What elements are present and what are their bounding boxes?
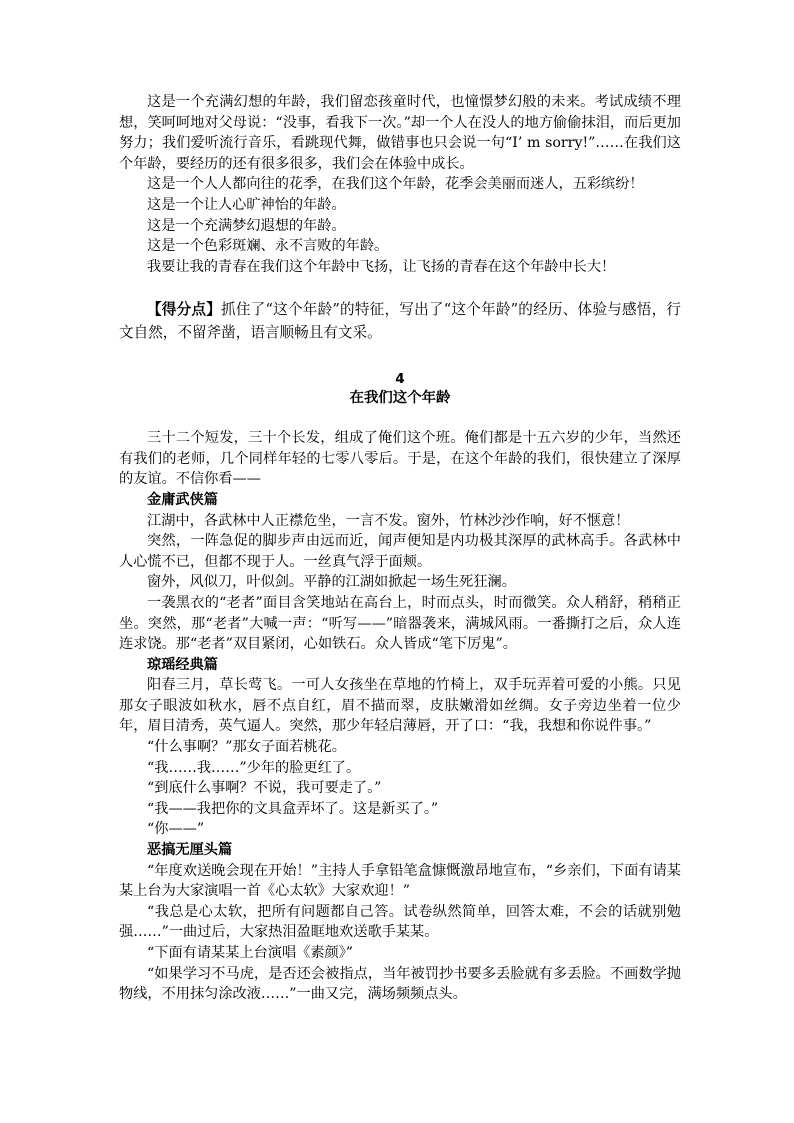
paragraph: “我……我……”少年的脸更红了。 (147, 759, 361, 776)
paragraph: “年度欢送晚会现在开始！”主持人手拿铅笔盒慷慨激昂地宣布，“乡亲们，下面有请某某上台为大家演唱一首《心太软》大家欢迎！” (119, 862, 681, 900)
paragraph: 阳春三月，草长莺飞。一可人女孩坐在草地的竹椅上，双手玩弄着可爱的小熊。只见那女子眼波如秋水，唇不点自红，眉不描而翠，皮肤嫩滑如丝绸。女子旁边坐着一位少年，眉目清秀，英气逼人。突然，那少年轻启薄唇，开了口：“我，我想和你说件事。” (119, 677, 681, 735)
section-heading: 金庸武侠篇 (147, 491, 218, 508)
paragraph: “我总是心太软，把所有问题都自己答。试卷纵然简单，回答太难，不会的话就别勉强……”一曲过后，大家热泪盈眶地欢送歌手某某。 (119, 903, 681, 941)
paragraph: 窗外，风似刀，叶似剑。平静的江湖如掀起一场生死狂澜。 (147, 574, 516, 591)
paragraph: “什么事啊？”那女子面若桃花。 (147, 739, 346, 756)
document-page (119, 92, 681, 1005)
section-heading: 琼瑶经典篇 (147, 656, 218, 673)
scoring-text: 抓住了“这个年龄”的特征，写出了“这个年龄”的经历、体验与感悟，行文自然，不留斧凿，语言顺畅且有文采。 (119, 301, 681, 341)
paragraph: 这是一个人人都向往的花季，在我们这个年龄，花季会美丽而迷人，五彩缤纷！ (147, 176, 644, 193)
essay-title: 在我们这个年龄 (349, 390, 451, 407)
paragraph: 一袭黑衣的“老者”面目含笑地站在高台上，时而点头，时而微笑。众人稍舒，稍稍正坐。突然，那“老者”大喊一声：“听写——”暗器袭来，满城风雨。一番撕打之后，众人连连求饶。那“老者”双目紧闭，心如铁石。众人皆成“笔下厉鬼”。 (119, 594, 681, 653)
section-heading: 恶搞无厘头篇 (147, 842, 233, 859)
paragraph: 突然，一阵急促的脚步声由远而近，闻声便知是内功极其深厚的武林高手。各武林中人心慌不已，但都不现于人。一丝真气浮于面颊。 (119, 533, 681, 570)
paragraph: 我要让我的青春在我们这个年龄中飞扬，让飞扬的青春在这个年龄中长大！ (147, 258, 616, 275)
paragraph: 这是一个充满梦幻遐想的年龄。 (147, 217, 346, 234)
paragraph: “到底什么事啊？不说，我可要走了。” (147, 780, 382, 797)
paragraph: “下面有请某某上台演唱《素颜》” (147, 945, 354, 961)
essay-intro: 三十二个短发，三十个长发，组成了俺们这个班。俺们都是十五六岁的少年，当然还有我们的老师，几个同样年轻的七零八零后。于是，在这个年龄的我们，很快建立了深厚的友谊。不信你看—— (119, 430, 681, 488)
paragraph: “如果学习不马虎，是否还会被指点，当年被罚抄书要多丢脸就有多丢脸。不画数学抛物线，不用抹匀涂改液……”一曲又完，满场频频点头。 (119, 965, 681, 1003)
essay-number: 4 (395, 371, 405, 388)
paragraph: 这是一个让人心旷神怡的年龄。 (147, 196, 346, 213)
paragraph: “你——” (147, 821, 205, 838)
paragraph: 江湖中，各武林中人正襟危坐，一言不发。窗外，竹林沙沙作响，好不惬意！ (147, 512, 630, 529)
paragraph: “我——我把你的文具盒弄坏了。这是新买了。” (147, 800, 439, 817)
scoring-label: 【得分点】 (147, 301, 222, 319)
paragraph: 这是一个色彩斑斓、永不言败的年龄。 (147, 238, 389, 255)
scoring-comment (119, 299, 681, 344)
paragraph: 这是一个充满幻想的年龄，我们留恋孩童时代，也憧憬梦幻般的未来。考试成绩不理想，笑呵呵地对父母说：“没事，看我下一次。”却一个人在没人的地方偷偷抹泪，而后更加努力；我们爱听流行音乐，看跳现代舞，做错事也只会说一句“I’ m sorry!”……在我们这个年龄，要经历的还有很多很多，我们会在体验中成长。 (119, 94, 681, 172)
